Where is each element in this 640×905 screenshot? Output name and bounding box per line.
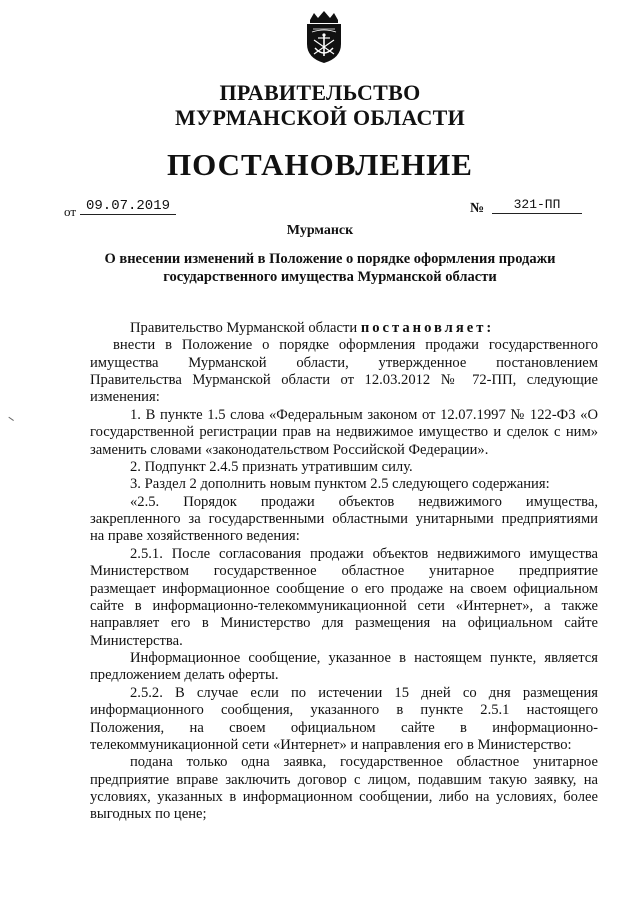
city: Мурманск	[286, 223, 354, 238]
document-number: 321-ПП	[492, 197, 582, 214]
body-line: Министерством государственное областное унитарное предприятие	[90, 563, 598, 579]
body-line: изменения:	[90, 389, 160, 405]
body-line: 3. Раздел 2 дополнить новым пунктом 2.5 следующего содержания:	[130, 476, 550, 492]
body-line: условиях, указанных в информационном сообщении, либо на условиях, более	[90, 789, 598, 805]
subject-line-1: О внесении изменений в Положение о порядке оформления продажи	[104, 251, 556, 267]
body-line: Правительства Мурманской области от 12.03.2012 № 72-ПП, следующие	[90, 372, 598, 388]
body-line: внести в Положение о порядке оформления продажи государственного	[113, 337, 598, 353]
body-line: информационного сообщения, указанного в пункте 2.5.1 настоящего	[90, 702, 598, 718]
body-line: закрепленного за государственными областными унитарными предприятиями	[90, 511, 598, 527]
subject-line-2: государственного имущества Мурманской области	[163, 269, 497, 285]
body-line: 2.5.2. В случае если по истечении 15 дней со дня размещения	[130, 685, 598, 701]
body-line: Положения, на своем официальном сайте в информационно-	[90, 720, 598, 736]
body-line: «2.5. Порядок продажи объектов недвижимого имущества,	[130, 494, 598, 510]
document-date: 09.07.2019	[80, 198, 176, 215]
body-line: направляет его в Министерство для размещения на официальном сайте	[90, 615, 598, 631]
body-line: 2.5.1. После согласования продажи объектов недвижимого имущества	[130, 546, 598, 562]
body-line: предложением делать оферты.	[90, 667, 279, 683]
body-line: телекоммуникационной сети «Интернет» и направления его в Министерство:	[90, 737, 572, 753]
body-line: размещает информационное сообщение о его продаже на своем официальном	[90, 581, 598, 597]
body-line: предприятие вправе заключить договор с лицом, подавшим такую заявку, на	[90, 772, 598, 788]
body-line: 2. Подпункт 2.4.5 признать утратившим силу.	[130, 459, 413, 475]
date-prefix: от	[64, 204, 77, 219]
government-title-line-1: ПРАВИТЕЛЬСТВО	[219, 80, 421, 105]
preamble-line	[130, 320, 598, 337]
coat-of-arms-emblem	[304, 10, 344, 64]
body-line: на праве хозяйственного ведения:	[90, 528, 300, 544]
number-prefix: №	[470, 201, 485, 216]
preamble-resolves: постановляет:	[360, 320, 495, 336]
government-title-line-2: МУРМАНСКОЙ ОБЛАСТИ	[174, 105, 466, 130]
body-line: выгодных по цене;	[90, 806, 207, 822]
body-line: Министерства.	[90, 633, 183, 649]
preamble-intro: Правительство Мурманской области	[130, 320, 358, 336]
stray-scan-mark	[6, 417, 14, 425]
body-line: имущества Мурманской области, утвержденное постановлением	[90, 355, 598, 371]
body-line: заменить словами «законодательством Российской Федерации».	[90, 442, 489, 458]
body-line: сайте в информационно-телекоммуникационной сети «Интернет», а также	[90, 598, 598, 614]
body-line: Информационное сообщение, указанное в настоящем пункте, является	[130, 650, 598, 666]
body-line: 1. В пункте 1.5 слова «Федеральным законом от 12.07.1997 № 122-ФЗ «О	[130, 407, 598, 423]
body-line: государственной регистрации прав на недвижимое имущество и сделок с ним»	[90, 424, 598, 440]
body-line: подана только одна заявка, государственное областное унитарное	[130, 754, 598, 770]
document-type: ПОСТАНОВЛЕНИЕ	[167, 147, 473, 182]
